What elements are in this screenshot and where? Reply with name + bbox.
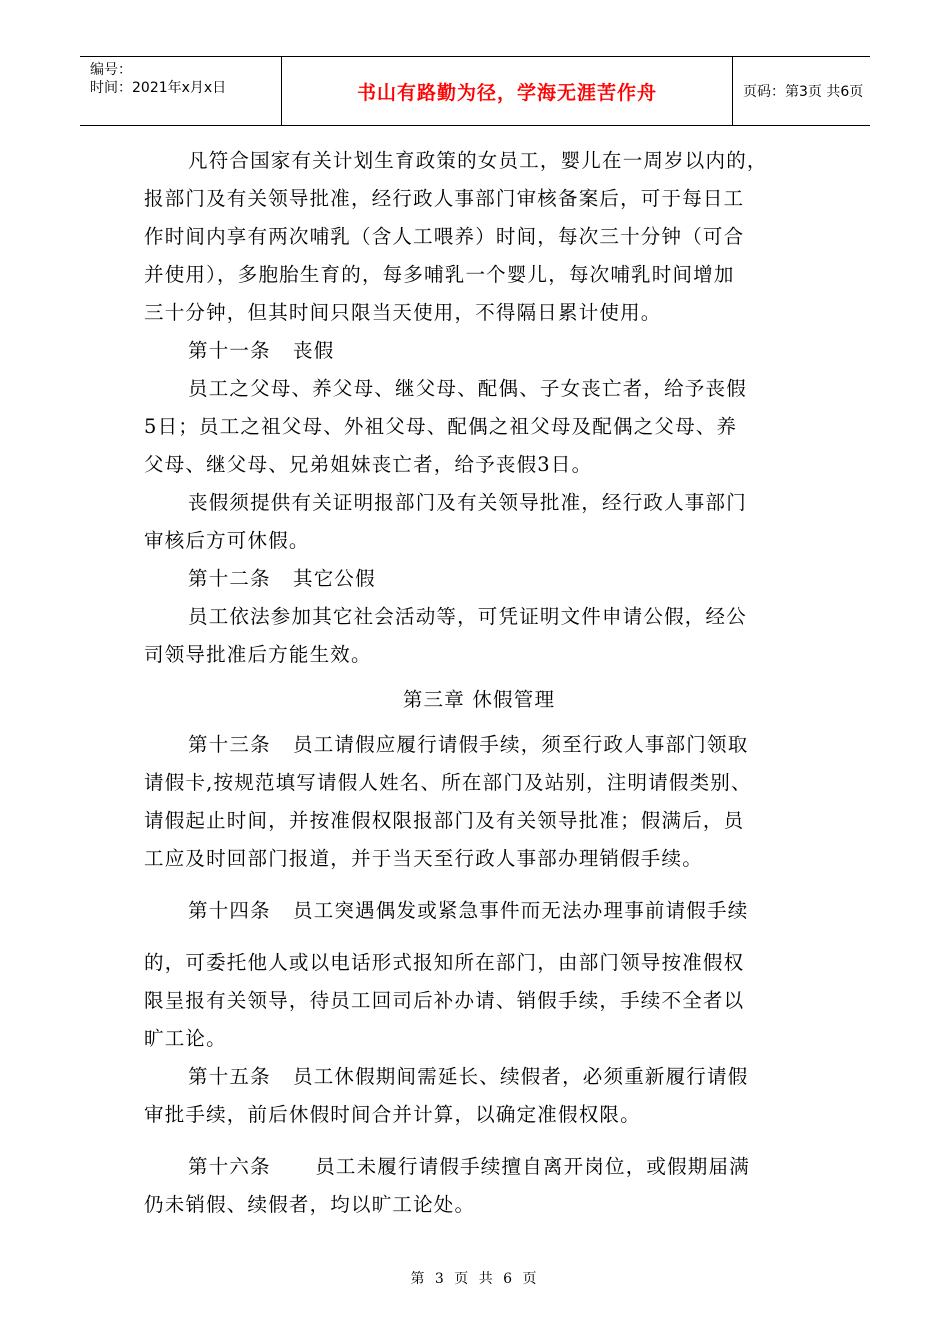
paragraph-line: 的，可委托他人或以电话形式报知所在部门，由部门领导按准假权 <box>144 951 745 974</box>
paragraph-line: 三十分钟，但其时间只限当天使用，不得隔日累计使用。 <box>144 301 662 324</box>
page-number-label: 页码：第3页 共6页 <box>743 84 864 100</box>
article-heading: 第十二条 其它公假 <box>188 567 376 590</box>
paragraph-line: 限呈报有关领导，待员工回司后补办请、销假手续，手续不全者以 <box>144 989 745 1012</box>
paragraph-line: 员工依法参加其它社会活动等，可凭证明文件申请公假，经公 <box>188 605 747 628</box>
paragraph-line: 第十四条 员工突遇偶发或紧急事件而无法办理事前请假手续 <box>188 899 749 922</box>
header-meta <box>80 57 280 125</box>
header-motto-cell <box>281 57 733 125</box>
paragraph-line: 并使用），多胞胎生育的，每多哺乳一个婴儿，每次哺乳时间增加 <box>144 263 735 286</box>
paragraph-line: 凡符合国家有关计划生育政策的女员工，婴儿在一周岁以内的， <box>188 149 768 172</box>
paragraph-line: 5日；员工之祖父母、外祖父母、配偶之祖父母及配偶之父母、养 <box>144 415 738 438</box>
paragraph-line: 旷工论。 <box>144 1027 227 1050</box>
paragraph-line: 第十六条 员工未履行请假手续擅自离开岗位，或假期届满 <box>188 1155 750 1178</box>
paragraph-line: 仍未销假、续假者，均以旷工论处。 <box>144 1193 476 1216</box>
paragraph-line: 司领导批准后方能生效。 <box>144 643 372 666</box>
paragraph-line: 报部门及有关领导批准，经行政人事部门审核备案后，可于每日工 <box>144 187 745 210</box>
paragraph-line: 第十五条 员工休假期间需延长、续假者，必须重新履行请假 <box>188 1065 749 1088</box>
article-heading: 第十一条 丧假 <box>188 339 335 362</box>
paragraph-line: 第十三条 员工请假应履行请假手续，须至行政人事部门领取 <box>188 733 749 756</box>
date-label: 时间：2021年x月x日 <box>90 80 227 96</box>
paragraph-line: 父母、继父母、兄弟姐妹丧亡者，给予丧假3日。 <box>144 453 593 476</box>
page-header <box>80 56 870 126</box>
paragraph-line: 员工之父母、养父母、继父母、配偶、子女丧亡者，给予丧假 <box>188 377 747 400</box>
chapter-heading: 第三章 休假管理 <box>402 688 556 711</box>
paragraph-line: 工应及时回部门报道，并于当天至行政人事部办理销假手续。 <box>144 847 703 870</box>
paragraph-line: 请假起止时间，并按准假权限报部门及有关领导批准；假满后，员 <box>144 809 745 832</box>
paragraph-line: 丧假须提供有关证明报部门及有关领导批准，经行政人事部门 <box>188 491 747 514</box>
paragraph-line: 作时间内享有两次哺乳（含人工喂养）时间，每次三十分钟（可合 <box>144 225 745 248</box>
page-footer: 第 3 页 共 6 页 <box>410 1271 540 1287</box>
paragraph-line: 审核后方可休假。 <box>144 529 310 552</box>
document-body <box>144 146 834 1228</box>
motto: 书山有路勤为径，学海无涯苦作舟 <box>356 81 657 104</box>
doc-number-label: 编号： <box>90 62 132 78</box>
header-page-cell <box>733 57 870 125</box>
paragraph-line: 请假卡,按规范填写请假人姓名、所在部门及站别，注明请假类别、 <box>144 771 752 794</box>
paragraph-line: 审批手续，前后休假时间合并计算，以确定准假权限。 <box>144 1103 641 1126</box>
